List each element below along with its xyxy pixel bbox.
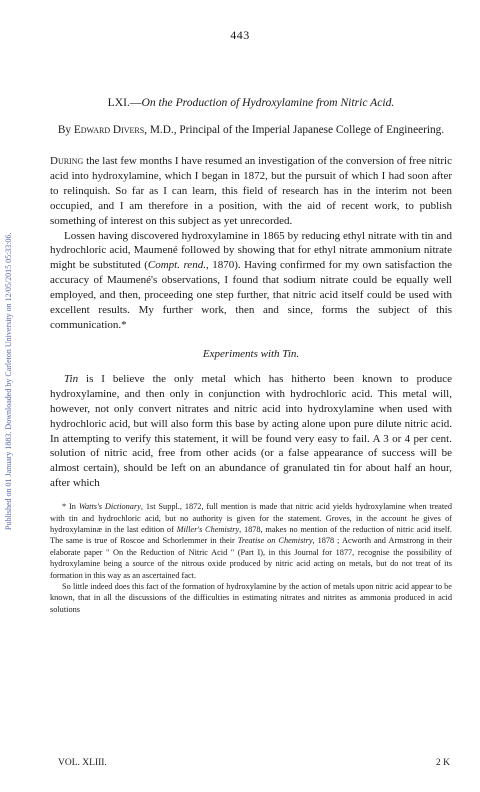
author-name: Edward Divers xyxy=(73,124,145,136)
footnote-1-f: Treatise on Chemistry xyxy=(237,536,313,546)
title-number: LXI.— xyxy=(107,96,142,109)
footnote-1-d: Miller's Chemistry xyxy=(176,524,240,534)
section-heading: Experiments with Tin. xyxy=(202,347,300,360)
author-affiliation: , M.D., Principal of the Imperial Japanese College of Engineering. xyxy=(144,124,445,136)
article-title xyxy=(50,96,452,109)
paragraph-intro-lead: During xyxy=(50,155,84,167)
author-line xyxy=(50,123,452,138)
footnotes xyxy=(50,501,452,615)
footnote-2: So little indeed does this fact of the formation of hydroxylamine by the action of metals upon nitric acid appear to be known, that in all the discussions of the difficulties in estimating nitrates and nitrites as ammonia produced in acid solutions xyxy=(50,581,452,614)
paragraph-history-text-a: Lossen having discovered hydroxylamine in 1865 by reducing ethyl nitrate with tin and hydrochloric acid, Maumené followed by showing that for ethyl nitrate ammonium nitrate might be substituted ( xyxy=(50,229,452,272)
volume-label: VOL. XLIII. xyxy=(58,758,107,768)
paragraph-intro xyxy=(50,154,452,229)
paragraph-history xyxy=(50,229,452,333)
signature-mark: 2 K xyxy=(436,758,450,768)
footnote-1-g: , 1878 ; Acworth and Armstrong in their elaborate paper " On the Reduction of Nitric Acid " (Part I), in this Journal for 1877, recognise the possibility of hydroxylamine being a source of the nitrous oxide produced by nitric acid acting on metals, but do not treat of its formation in this way as an ascertained fact. xyxy=(50,536,452,580)
article-body xyxy=(50,96,452,615)
footnote-1-e: , 1878, makes no mention of the reduction of nitric acid itself. The same is true of Roscoe and Schorlemmer in their xyxy=(50,524,452,546)
paragraph-tin-lead: Tin xyxy=(64,372,79,385)
paragraph-history-text-b: , 1870). Having confirmed for my own satisfaction the accuracy of Maumené's observations, I found that sodium nitrate could be equally well employed, and then, proceeding one step further, that nitric acid itself could be used with excellent results. My further work, then and since, forms the subject of this communication.* xyxy=(50,259,452,331)
footnote-1 xyxy=(50,501,452,581)
title-text: On the Production of Hydroxylamine from Nitric Acid. xyxy=(141,96,395,109)
footnote-1-a: * In xyxy=(62,502,79,512)
author-by: By xyxy=(57,124,74,136)
footnote-1-b: Watts's Dictionary xyxy=(78,502,141,512)
download-stamp: Published on 01 January 1883. Downloaded by Carleton University on 12/05/2015 05:33:06. xyxy=(4,232,13,530)
page-number: 443 xyxy=(230,28,250,42)
footnote-1-c: , 1st Suppl., 1872, full mention is made that nitric acid yields hydroxylamine when treated with tin and hydrochloric acid, but no authority is given for the statement. Groves, in the account he gives of hydroxylaminæ in the last edition of xyxy=(50,502,452,534)
paragraph-tin xyxy=(50,372,452,491)
paragraph-intro-text: the last few months I have resumed an investigation of the conversion of free nitric acid into hydroxylamine, which I began in 1872, but the pursuit of which I had soon after to relinquish. So far as I can learn, this field of research has in the interim not been occupied, and I am therefore in a position, with the aid of recent work, to publish something of interest on this subject as yet unrecorded. xyxy=(50,155,452,227)
page-footer xyxy=(58,758,450,768)
paragraph-tin-text: is I believe the only metal which has hitherto been known to produce hydroxylamine, and then only in conjunction with hydrochloric acid. This metal will, however, not only convert nitrates and nitric acid into hydroxylamine when used with hydrochloric acid, but will also form this base by acting alone upon pure dilute nitric acid. In attempting to verify this statement, it will be found very easy to fail. A 3 or 4 per cent. solution of nitric acid, free from other acids (or a false appearance of success will be almost certain), should be left on an abundance of granulated tin for about half an hour, after which xyxy=(50,372,452,490)
citation-compt-rend: Compt. rend. xyxy=(147,259,206,272)
